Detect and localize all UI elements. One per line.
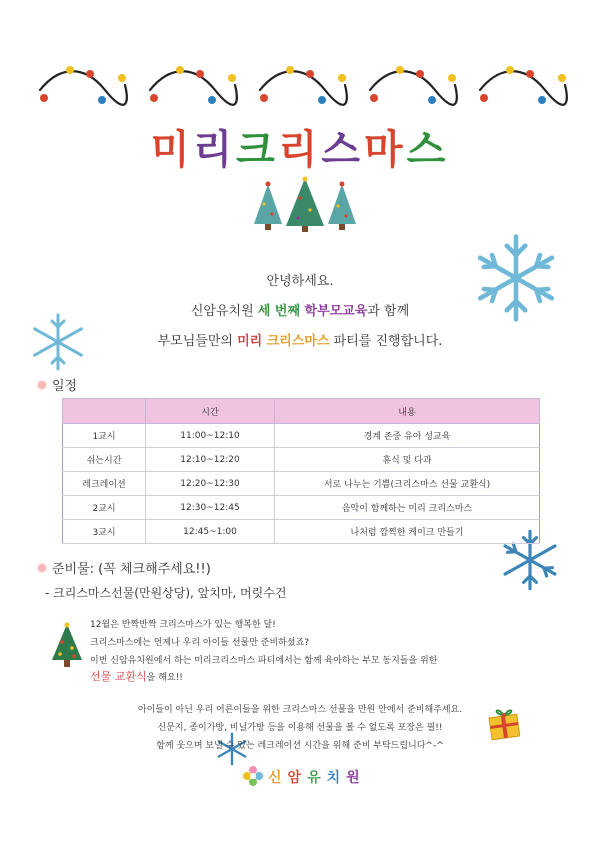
note-line-2: 신문지, 종이가방, 비닐가방 등을 이용해 선물을 볼 수 없도록 포장은 필!! [157, 723, 443, 733]
table-cell: 12:10~12:20 [146, 448, 275, 472]
intro-text: 과 함께 [367, 304, 410, 319]
intro-line-3 [0, 330, 600, 349]
schedule-heading-text: 일정 [52, 379, 78, 394]
table-cell: 12:20~12:30 [146, 472, 275, 496]
message-line-1: 12월은 반짝반짝 크리스마스가 있는 행복한 달! [90, 620, 276, 630]
title-char: 리 [193, 127, 237, 173]
message-line-4 [90, 668, 183, 684]
schedule-heading [38, 375, 77, 394]
highlight-text: 학부모교육 [300, 304, 368, 319]
message-line-3: 이번 신암유치원에서 하는 미리크리스마스 파티에서는 함께 육아하는 부모 동지들을 위한 [90, 656, 438, 666]
table-row [63, 472, 540, 496]
bullet-icon [38, 564, 46, 572]
title-char: 스 [406, 127, 450, 173]
prep-item: - 크리스마스선물(만원상당), 앞치마, 머릿수건 [45, 586, 287, 600]
schedule-table [62, 398, 540, 544]
table-cell: 레크레이션 [63, 472, 146, 496]
table-cell: 경계 존중 유아 성교육 [275, 424, 540, 448]
title-char: 스 [321, 127, 364, 173]
page-title [0, 118, 600, 175]
intro-text: 신암유치원 [190, 304, 258, 319]
message-text: 을 해요!! [146, 673, 183, 683]
logo-char: 신 [268, 770, 288, 786]
intro-text: 부모님들만의 [157, 334, 238, 349]
table-row [63, 424, 540, 448]
table-header: 시간 [146, 399, 275, 424]
logo-char: 원 [346, 770, 366, 786]
christmas-lights-icon [30, 60, 570, 110]
table-cell: 쉬는시간 [63, 448, 146, 472]
bullet-icon [38, 381, 46, 389]
christmas-tree-icon [50, 622, 84, 668]
table-cell: 2교시 [63, 496, 146, 520]
table-header: 내용 [275, 399, 540, 424]
title-char: 리 [278, 127, 322, 173]
prep-heading-text: 준비물: (꼭 체크해주세요!!) [52, 562, 211, 577]
prep-heading [38, 558, 211, 577]
table-cell: 1교시 [63, 424, 146, 448]
logo-char: 유 [307, 770, 327, 786]
highlight-text: 크리스마스 [262, 334, 330, 349]
table-header [63, 399, 146, 424]
logo-char: 암 [287, 770, 308, 786]
title-char: 크 [236, 127, 279, 173]
note-line-1: 아이들이 아닌 우리 어른이들을 위한 크리스마스 선물을 만원 안에서 준비해주세요. [137, 705, 463, 715]
title-char: 마 [363, 127, 407, 173]
intro-line-1: 안녕하세요. [266, 274, 334, 289]
table-header-row [63, 399, 540, 424]
table-cell: 서로 나누는 기쁨(크리스마스 선물 교환식) [275, 472, 540, 496]
intro-text: 파티를 진행합니다. [329, 334, 443, 349]
table-cell: 휴식 및 다과 [275, 448, 540, 472]
table-cell: 3교시 [63, 520, 146, 544]
school-logo-text [268, 767, 366, 787]
table-row [63, 496, 540, 520]
table-cell: 나처럼 깜찍한 케이크 만들기 [275, 520, 540, 544]
table-cell: 12:30~12:45 [146, 496, 275, 520]
table-cell: 12:45~1:00 [146, 520, 275, 544]
flower-logo-icon [242, 765, 264, 787]
table-cell: 음악이 함께하는 미리 크리스마스 [275, 496, 540, 520]
table-row [63, 520, 540, 544]
table-cell: 11:00~12:10 [146, 424, 275, 448]
highlight-text: 미리 [237, 334, 263, 349]
highlight-text: 선물 교환식 [90, 670, 147, 683]
gift-box-icon [484, 700, 524, 742]
highlight-text: 세 번째 [257, 304, 300, 319]
intro-line-2 [0, 300, 600, 319]
title-char: 미 [150, 127, 194, 173]
table-row [63, 448, 540, 472]
christmas-tree-icon [250, 176, 360, 232]
message-line-2: 크리스마스에는 언제나 우리 아이들 선물만 준비하셨죠? [90, 638, 310, 648]
logo-char: 치 [326, 770, 347, 786]
note-line-3: 함께 웃으며 보낼 수 있는 레크레이션 시간을 위해 준비 부탁드립니다^-^ [156, 741, 444, 751]
